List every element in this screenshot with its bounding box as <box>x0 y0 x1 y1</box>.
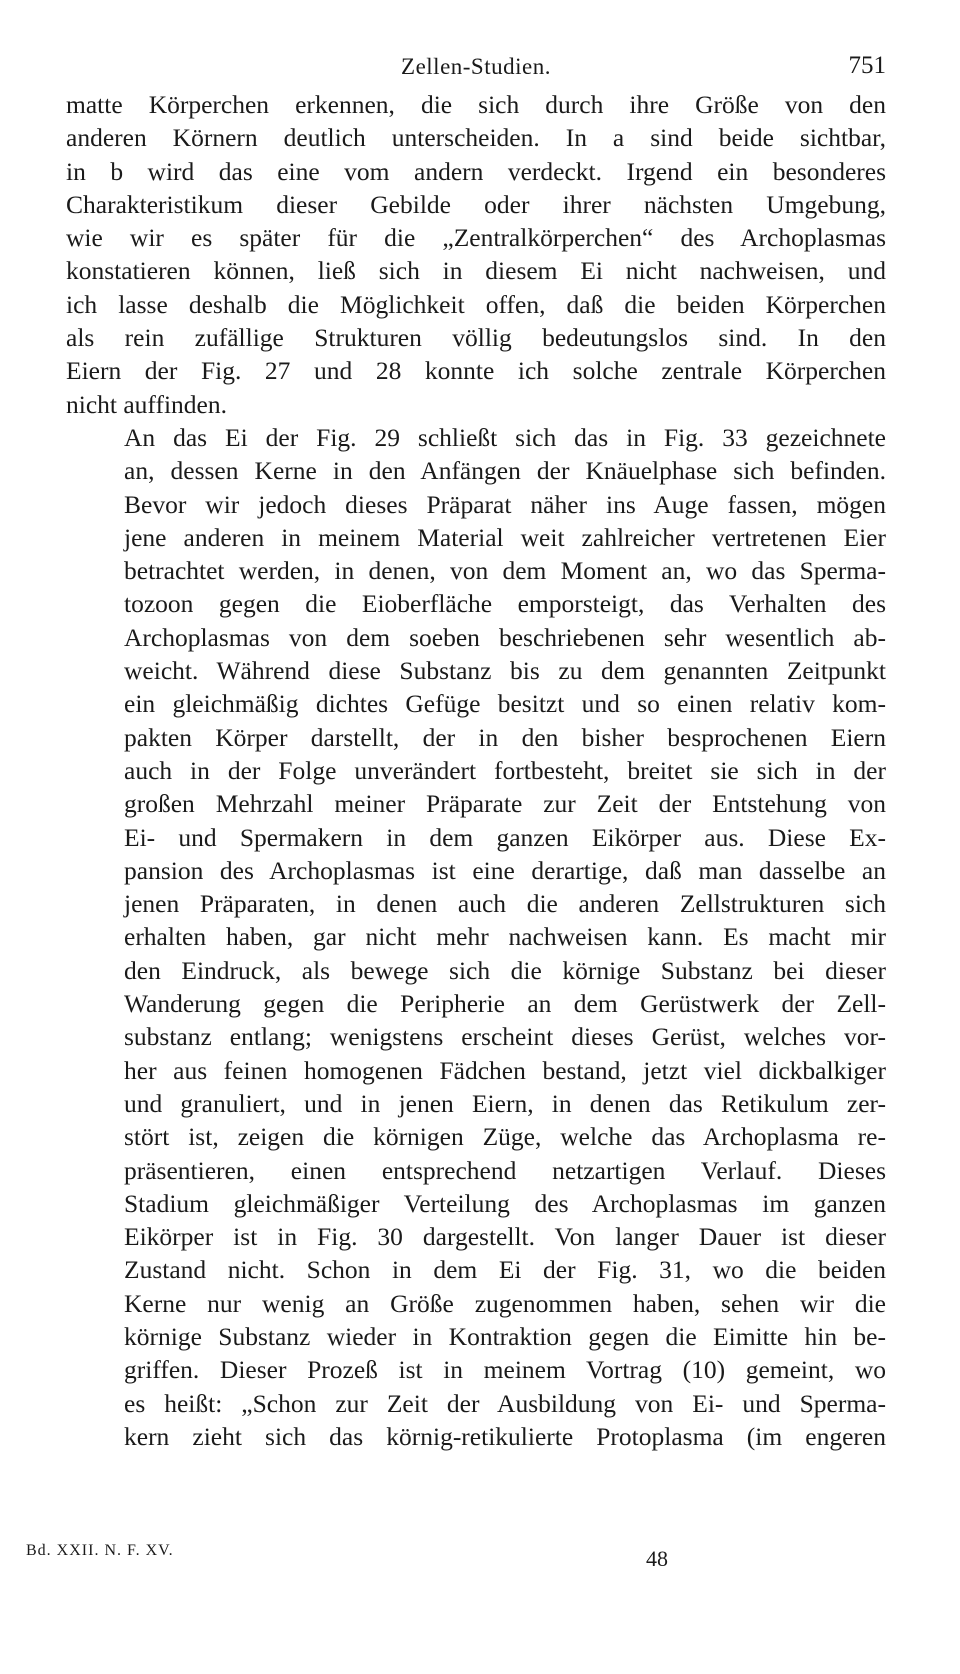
text-line: den Eindruck, als bewege sich die körnige Substanz bei dieser <box>124 955 886 985</box>
page-number: 751 <box>848 52 886 79</box>
text-line: in b wird das eine vom andern verdeckt. Irgend ein besonderes <box>66 156 886 186</box>
text-line: Eikörper ist in Fig. 30 dargestellt. Von langer Dauer ist dieser <box>124 1222 886 1252</box>
text-line: anderen Körnern deutlich unterscheiden. In a sind beide sichtbar, <box>66 123 886 153</box>
text-line: Zustand nicht. Schon in dem Ei der Fig. 31, wo die beiden <box>124 1255 886 1285</box>
text-line: großen Mehrzahl meiner Präparate zur Zeit der Entstehung von <box>124 789 886 819</box>
text-line: her aus feinen homogenen Fädchen bestand, jetzt viel dickbalkiger <box>124 1055 886 1085</box>
text-line: ein gleichmäßig dichtes Gefüge besitzt und so einen relativ kom- <box>124 689 886 719</box>
text-line: pansion des Archoplasmas ist eine derartige, daß man dasselbe an <box>124 855 886 885</box>
text-line: An das Ei der Fig. 29 schließt sich das in Fig. 33 gezeichnete <box>124 422 886 452</box>
text-line: Archoplasmas von dem soeben beschriebenen sehr wesentlich ab- <box>124 622 886 652</box>
text-line: tozoon gegen die Eioberfläche emporsteigt, das Verhalten des <box>124 589 886 619</box>
text-line: wie wir es später für die „Zentralkörperchen“ des Archoplasmas <box>66 223 886 253</box>
text-line: konstatieren können, ließ sich in diesem Ei nicht nachweisen, und <box>66 256 886 286</box>
text-line: Ei- und Spermakern in dem ganzen Eikörper aus. Diese Ex- <box>124 822 886 852</box>
book-page <box>66 44 886 1644</box>
text-line: nicht auffinden. <box>66 389 227 419</box>
text-line: erhalten haben, gar nicht mehr nachweisen kann. Es macht mir <box>124 922 886 952</box>
text-line: Eiern der Fig. 27 und 28 konnte ich solche zentrale Körperchen <box>66 356 886 386</box>
running-head <box>66 44 886 88</box>
text-line: körnige Substanz wieder in Kontraktion gegen die Eimitte hin be- <box>124 1321 886 1351</box>
text-line: Stadium gleichmäßiger Verteilung des Archoplasmas im ganzen <box>124 1188 886 1218</box>
text-line: jenen Präparaten, in denen auch die anderen Zellstrukturen sich <box>124 889 886 919</box>
paragraph <box>66 88 886 421</box>
text-line: Bevor wir jedoch dieses Präparat näher ins Auge fassen, mögen <box>124 489 886 519</box>
text-line: kern zieht sich das körnig-retikulierte Protoplasma (im engeren <box>124 1421 886 1451</box>
signature-mark: 48 <box>646 1546 668 1571</box>
text-line: stört ist, zeigen die körnigen Züge, welche das Archoplasma re- <box>124 1122 886 1152</box>
text-line: Kerne nur wenig an Größe zugenommen haben, sehen wir die <box>124 1288 886 1318</box>
volume-note: Bd. XXII. N. F. XV. <box>26 1542 174 1559</box>
text-line: auch in der Folge unverändert fortbesteht, breitet sie sich in der <box>124 755 886 785</box>
text-line: betrachtet werden, in denen, von dem Moment an, wo das Sperma- <box>124 556 886 586</box>
text-line: weicht. Während diese Substanz bis zu dem genannten Zeitpunkt <box>124 656 886 686</box>
text-line: jene anderen in meinem Material weit zahlreicher vertretenen Eier <box>124 522 886 552</box>
text-line: matte Körperchen erkennen, die sich durch ihre Größe von den <box>66 90 886 119</box>
text-line: Charakteristikum dieser Gebilde oder ihrer nächsten Umgebung, <box>66 189 886 219</box>
text-line: pakten Körper darstellt, der in den bisher besprochenen Eiern <box>124 722 886 752</box>
text-line: und granuliert, und in jenen Eiern, in denen das Retikulum zer- <box>124 1088 886 1118</box>
text-line: präsentieren, einen entsprechend netzartigen Verlauf. Dieses <box>124 1155 886 1185</box>
text-line: ich lasse deshalb die Möglichkeit offen, daß die beiden Körperchen <box>66 289 886 319</box>
body-text <box>66 88 886 1453</box>
paragraph <box>66 421 886 1453</box>
text-line: substanz entlang; wenigstens erscheint dieses Gerüst, welches vor- <box>124 1022 886 1052</box>
text-line: an, dessen Kerne in den Anfängen der Knäuelphase sich befinden. <box>124 456 886 486</box>
text-line: es heißt: „Schon zur Zeit der Ausbildung von Ei- und Sperma- <box>124 1388 886 1418</box>
text-line: griffen. Dieser Prozeß ist in meinem Vortrag (10) gemeint, wo <box>124 1355 886 1385</box>
text-line: Wanderung gegen die Peripherie an dem Gerüstwerk der Zell- <box>124 989 886 1019</box>
running-title: Zellen-Studien. <box>401 54 551 79</box>
text-line: als rein zufällige Strukturen völlig bedeutungslos sind. In den <box>66 323 886 353</box>
